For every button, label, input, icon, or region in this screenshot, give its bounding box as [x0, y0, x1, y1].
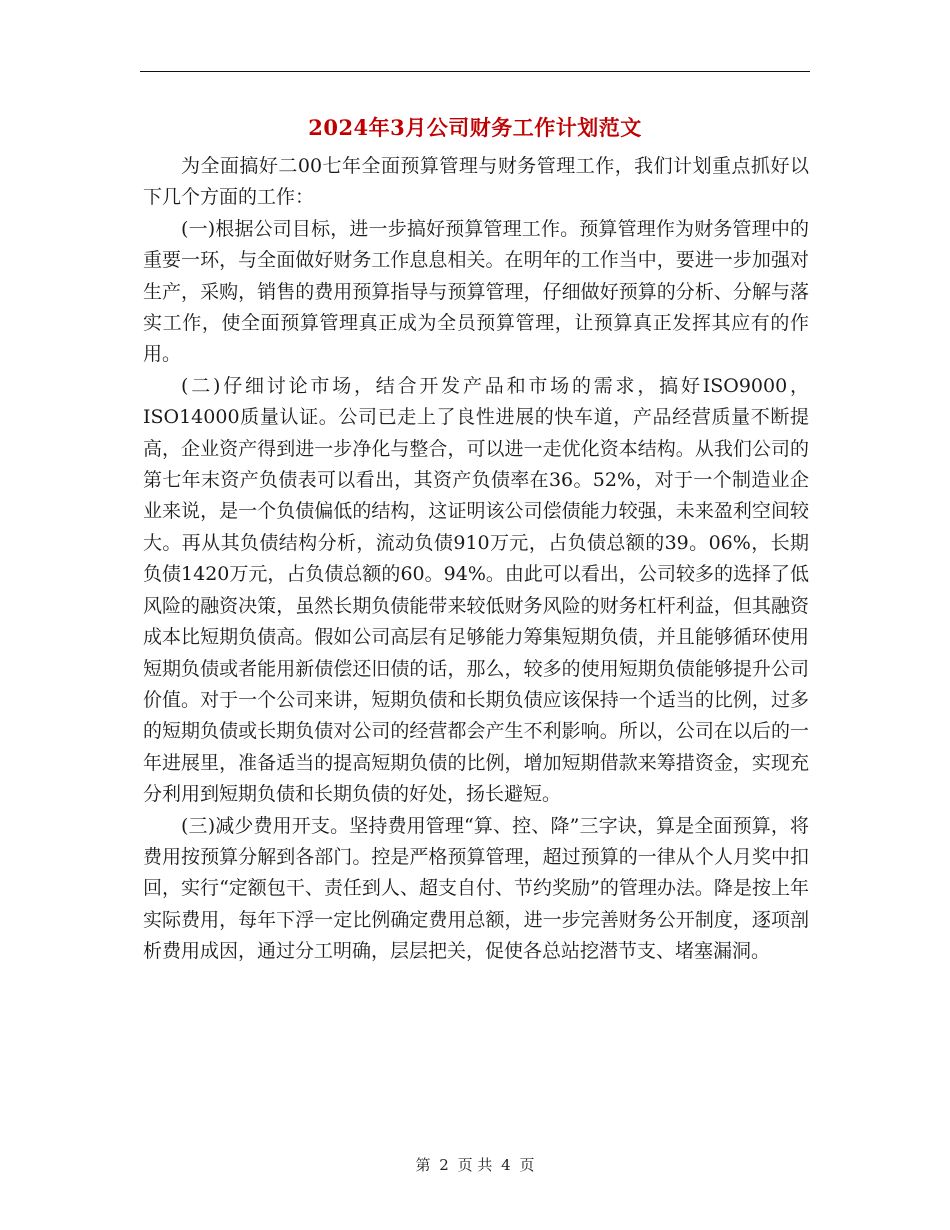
- paragraph-section-3: (三)减少费用开支。坚持费用管理“算、控、降”三字诀，算是全面预算，将费用按预算分解到各部门。控是严格预算管理，超过预算的一律从个人月奖中扣回，实行“定额包干、责任到人、超支自付、节约奖励”的管理办法。降是按上年实际费用，每年下浮一定比例确定费用总额，进一步完善财务公开制度，逐项剖析费用成因，通过分工明确，层层把关，促使各总站挖潜节支、堵塞漏洞。: [143, 814, 809, 963]
- paragraph-section-1: (一)根据公司目标，进一步搞好预算管理工作。预算管理作为财务管理中的重要一环，与全面做好财务工作息息相关。在明年的工作当中，要进一步加强对生产，采购，销售的费用预算指导与预算管理，仔细做好预算的分析、分解与落实工作，使全面预算管理真正成为全员预算管理，让预算真正发挥其应有的作用。: [143, 217, 809, 366]
- page-footer: [0, 1154, 950, 1175]
- footer-suffix: 页: [519, 1156, 535, 1174]
- footer-total-pages: 4: [501, 1156, 511, 1174]
- document-body: [143, 151, 809, 968]
- footer-prefix: 第: [415, 1156, 431, 1174]
- header-rule: [140, 71, 810, 72]
- paragraph-section-2: (二)仔细讨论市场，结合开发产品和市场的需求，搞好ISO9000，ISO14000质量认证。公司已走上了良性进展的快车道，产品经营质量不断提高，企业资产得到进一步净化与整合，可以进一走优化资本结构。从我们公司的第七年末资产负债表可以看出，其资产负债率在36。52%，对于一个制造业企业来说，是一个负债偏低的结构，这证明该公司偿债能力较强，未来盈利空间较大。再从其负债结构分析，流动负债910万元，占负债总额的39。06%，长期负债1420万元，占负债总额的60。94%。由此可以看出，公司较多的选择了低风险的融资决策，虽然长期负债能带来较低财务风险的财务杠杆利益，但其融资成本比短期负债高。假如公司高层有足够能力筹集短期负债，并且能够循环使用短期负债或者能用新债偿还旧债的话，那么，较多的使用短期负债能够提升公司价值。对于一个公司来讲，短期负债和长期负债应该保持一个适当的比例，过多的短期负债或长期负债对公司的经营都会产生不利影响。所以，公司在以后的一年进展里，准备适当的提高短期负债的比例，增加短期借款来筹措资金，实现充分利用到短期负债和长期负债的好处，扬长避短。: [143, 374, 809, 806]
- footer-page-number: 2: [439, 1156, 449, 1174]
- paragraph-intro: 为全面搞好二00七年全面预算管理与财务管理工作，我们计划重点抓好以下几个方面的工作：: [143, 155, 809, 209]
- document-title: 2024年3月公司财务工作计划范文: [308, 115, 642, 140]
- footer-middle: 页 共: [457, 1156, 493, 1174]
